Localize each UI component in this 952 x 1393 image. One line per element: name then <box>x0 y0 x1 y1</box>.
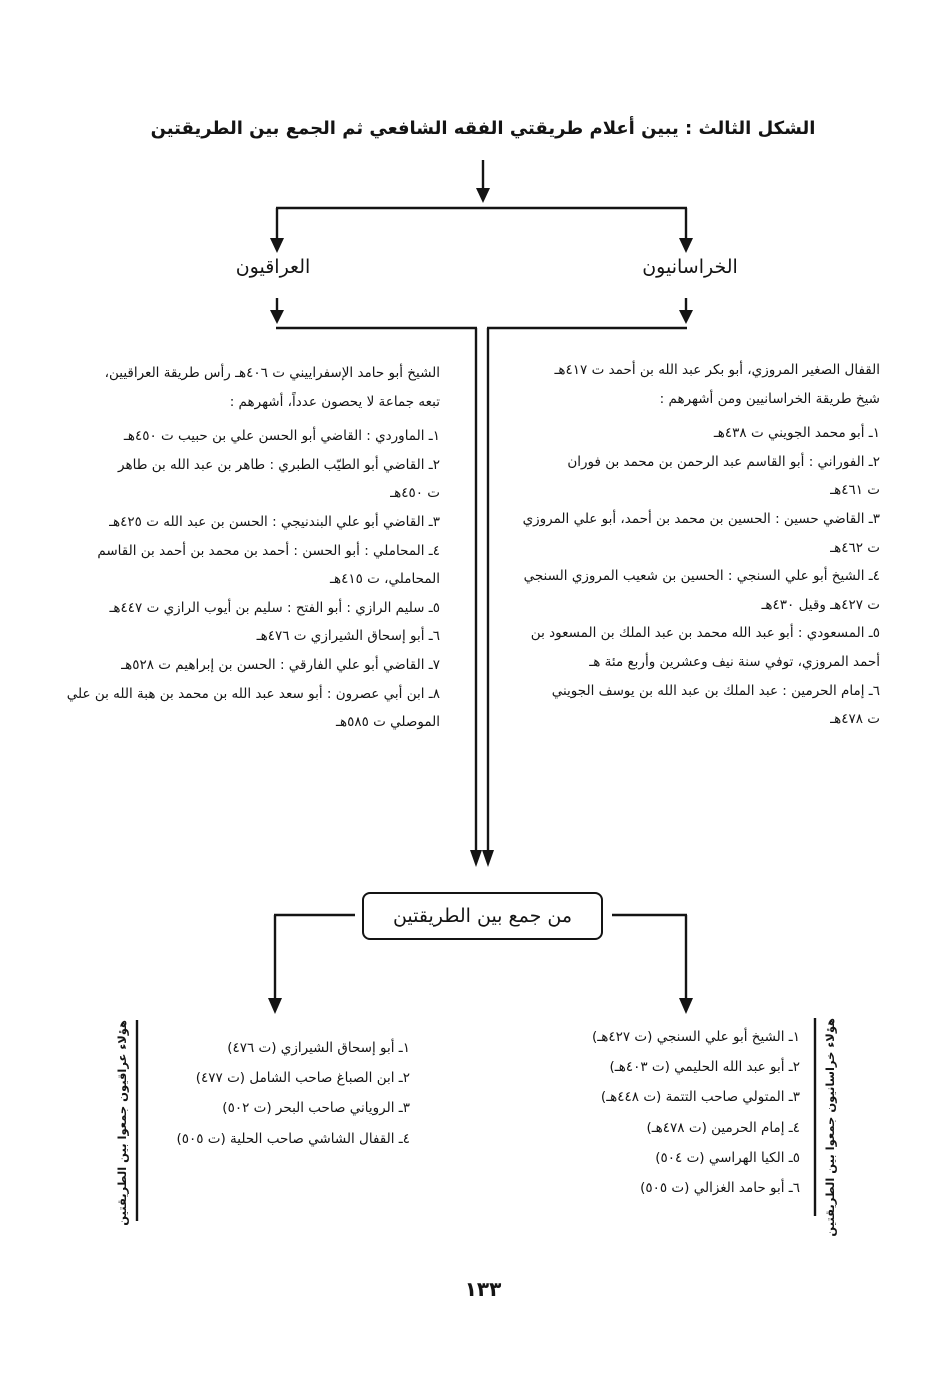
list-item: ٥ـ الكيا الهراسي (ت ٥٠٤) <box>655 1149 800 1166</box>
merge-right-arrowhead <box>679 998 693 1014</box>
iraqi-scholars-column <box>50 359 440 737</box>
list-item: ٤ـ إمام الحرمين (ت ٤٧٨هـ) <box>646 1119 800 1136</box>
iraqi-scholar-list <box>50 422 440 737</box>
list-item: ٤ـ الشيخ أبو علي السنجي : الحسين بن شعيب المروزي السنجي <box>523 568 880 585</box>
khurasani-intro-line: شيخ طريقة الخراسانيين ومن أشهرهم : <box>659 390 880 407</box>
branch-label-khurasani: الخراسانيون <box>642 256 738 278</box>
list-item: ٦ـ إمام الحرمين : عبد الملك بن عبد الله بن يوسف الجويني <box>551 682 880 699</box>
list-item-continuation: ت ٤٥٠هـ <box>390 485 440 502</box>
iraqi-intro-line: تبعه جماعة لا يحصون عدداً، أشهرهم : <box>229 393 440 410</box>
list-item: ٣ـ القاضي حسين : الحسين بن محمد بن أحمد، أبو علي المروزي <box>522 510 880 527</box>
page-number: ١٣٣ <box>464 1277 502 1301</box>
list-item: ١ـ أبو محمد الجويني ت ٤٣٨هـ <box>713 425 880 442</box>
khurasani-down-arrowhead <box>679 310 693 324</box>
list-item-continuation: ت ٤٢٧هـ وقيل ٤٣٠هـ <box>761 596 880 613</box>
khurasani-combiners-list <box>560 1022 800 1203</box>
list-item-continuation: أحمد المروزي، توفي سنة نيف وعشرين وأربع مئة هـ <box>589 653 880 670</box>
list-item-continuation: المحاملي، ت ٤١٥هـ <box>330 571 440 588</box>
merge-left-arrowhead <box>268 998 282 1014</box>
list-item: ٥ـ سليم الرازي : أبو الفتح : سليم بن أيوب الرازي ت ٤٤٧هـ <box>109 599 440 616</box>
list-item: ٢ـ أبو عبد الله الحليمي (ت ٤٠٣هـ) <box>609 1059 800 1076</box>
khurasani-trunk-arrowhead <box>482 850 494 867</box>
list-item: ١ـ الشيخ أبو علي السنجي (ت ٤٢٧هـ) <box>592 1029 800 1045</box>
list-item: ٣ـ الروياني صاحب البحر (ت ٥٠٢) <box>222 1100 410 1117</box>
list-item: ٣ـ المتولي صاحب التتمة (ت ٤٤٨هـ) <box>600 1089 800 1106</box>
list-item: ١ـ أبو إسحاق الشيرازي (ت ٤٧٦) <box>227 1040 410 1056</box>
title-down-arrowhead <box>476 188 490 203</box>
iraqi-trunk-arrowhead <box>470 850 482 867</box>
khurasani-combiners-caption: هؤلاء خراسانيون جمعوا بين الطريقتين <box>823 1018 837 1237</box>
combiners-box: من جمع بين الطريقتين <box>362 892 603 940</box>
list-item: ٧ـ القاضي أبو علي الفارقي : الحسن بن إبراهيم ت ٥٢٨هـ <box>121 656 440 673</box>
list-item: ٢ـ ابن الصباغ صاحب الشامل (ت ٤٧٧) <box>195 1070 410 1087</box>
list-item: ٢ـ الفوراني : أبو القاسم عبد الرحمن بن محمد بن فوران <box>567 453 880 470</box>
iraqi-combiners-list <box>140 1033 410 1154</box>
list-item: ٣ـ القاضي أبو علي البندنيجي : الحسن بن عبد الله ت ٤٢٥هـ <box>109 513 440 530</box>
list-item: ٤ـ المحاملي : أبو الحسن : أحمد بن محمد بن أحمد بن القاسم <box>97 542 440 559</box>
list-item: ٨ـ ابن أبي عصرون : أبو سعد عبد الله بن محمد بن هبة الله بن علي <box>66 685 440 702</box>
list-item: ٦ـ أبو إسحاق الشيرازي ت ٤٧٦هـ <box>256 628 440 645</box>
split-right-arrowhead <box>679 238 693 253</box>
iraqi-intro-line: الشيخ أبو حامد الإسفراييني ت ٤٠٦هـ رأس طريقة العراقيين، <box>104 365 440 381</box>
list-item: ٦ـ أبو حامد الغزالي (ت ٥٠٥) <box>640 1180 800 1197</box>
list-item-continuation: الموصلي ت ٥٨٥هـ <box>336 714 440 731</box>
list-item-continuation: ت ٤٦٢هـ <box>830 539 880 556</box>
khurasani-intro-line: القفال الصغير المروزي، أبو بكر عبد الله بن أحمد ت ٤١٧هـ <box>554 362 880 378</box>
list-item: ١ـ الماوردي : القاضي أبو الحسن علي بن حبيب ت ٤٥٠هـ <box>123 428 440 445</box>
list-item-continuation: ت ٤٧٨هـ <box>830 711 880 728</box>
iraqi-down-arrowhead <box>270 310 284 324</box>
list-item: ٢ـ القاضي أبو الطيّب الطبري : طاهر بن عبد الله بن طاهر <box>118 456 440 473</box>
branch-label-iraqi: العراقيون <box>235 256 311 278</box>
list-item: ٤ـ القفال الشاشي صاحب الحلية (ت ٥٠٥) <box>176 1130 410 1147</box>
khurasani-scholar-list <box>495 419 880 734</box>
split-left-arrowhead <box>270 238 284 253</box>
list-item: ٥ـ المسعودي : أبو عبد الله محمد بن عبد الملك بن المسعود بن <box>530 625 880 642</box>
iraqi-combiners-caption: هؤلاء عراقيون جمعوا بين الطريقتين <box>115 1020 129 1226</box>
khurasani-scholars-column <box>495 356 880 734</box>
figure-title: الشكل الثالث : يبين أعلام طريقتي الفقه الشافعي ثم الجمع بين الطريقتين <box>150 118 816 139</box>
list-item-continuation: ت ٤٦١هـ <box>830 482 880 499</box>
